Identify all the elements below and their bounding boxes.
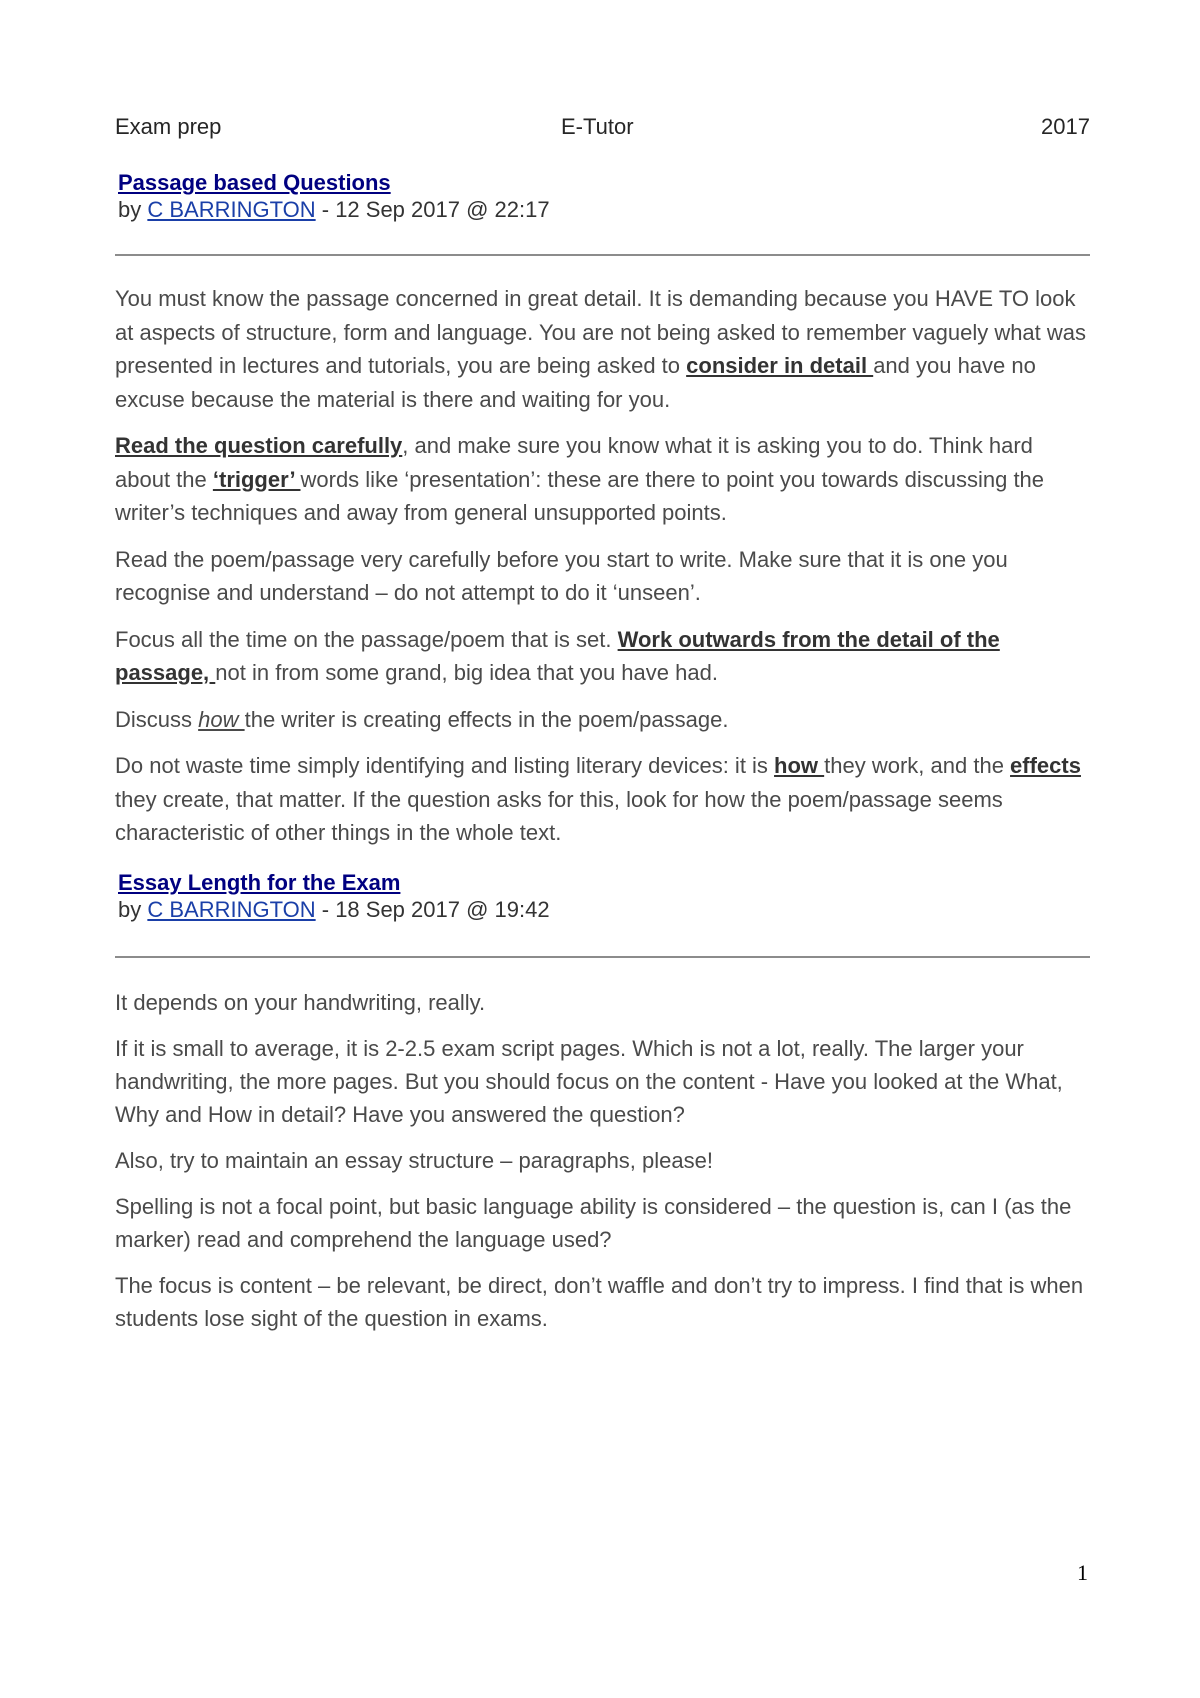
post-title-link[interactable]: Essay Length for the Exam [118, 870, 401, 895]
text-run: words like ‘presentation’: these are there to point you towards discussing the writer’s techniques and away from general unsupported points. [115, 466, 1045, 525]
text-run: , and make sure you know what it is asking you to do. Think hard about the [115, 433, 1033, 492]
text-run: Do not waste time simply identifying and listing literary devices: it is [115, 753, 775, 778]
document-page [115, 0, 1090, 1698]
header-center: E-Tutor [561, 114, 634, 139]
text-run: You must know the passage concerned in great detail. It is demanding because you HAVE TO look at aspects of structure, form and language. You are not being asked to remember vaguely what was presented in lectures and tutorials, you are being asked to [115, 286, 1087, 378]
paragraph [115, 623, 1090, 690]
paragraph: If it is small to average, it is 2-2.5 exam script pages. Which is not a lot, really. The larger your handwriting, the more pages. But you should focus on the content - Have you looked at the What, Why and How in detail? Have you answered the question? [115, 1036, 1063, 1127]
text-run: they create, that matter. If the question asks for this, look for how the poem/passage seems characteristic of other things in the whole text. [115, 786, 1003, 845]
post-body [115, 282, 1090, 863]
paragraph: Also, try to maintain an essay structure – paragraphs, please! [115, 1148, 713, 1173]
post-essay-length [115, 870, 1090, 1331]
paragraph: Spelling is not a focal point, but basic language ability is considered – the question is, can I (as the marker) read and comprehend the language used? [115, 1194, 1072, 1252]
page-number: 1 [1077, 1560, 1088, 1585]
paragraph: It depends on your handwriting, really. [115, 990, 486, 1015]
byline-by: by [118, 897, 148, 922]
paragraph [115, 282, 1090, 416]
text-run: Discuss [115, 706, 199, 732]
emphasis-text: Read the question carefully [115, 433, 403, 458]
emphasis-text: effects [1010, 753, 1081, 778]
post-passage-based-questions [115, 170, 1090, 845]
italic-emphasis-text: how [198, 706, 245, 732]
emphasis-text: Work outwards from the detail of the passage, [115, 626, 1000, 685]
paragraph [115, 749, 1090, 850]
divider [115, 254, 1090, 256]
text-run: and you have no excuse because the material is there and waiting for you. [115, 353, 1036, 412]
text-run: they work, and the [824, 753, 1011, 778]
post-byline [118, 896, 1090, 924]
text-run: Focus all the time on the passage/poem that is set. [115, 626, 618, 652]
text-run: the writer is creating effects in the poem/passage. [244, 706, 729, 732]
author-link[interactable]: C BARRINGTON [147, 897, 316, 922]
post-title-link[interactable]: Passage based Questions [118, 170, 391, 195]
emphasis-text: consider in detail [686, 353, 874, 378]
post-date: - 18 Sep 2017 @ 19:42 [315, 897, 550, 922]
text-run: not in from some grand, big idea that you have had. [215, 660, 718, 685]
paragraph [115, 703, 1090, 737]
post-byline [118, 196, 1090, 224]
paragraph [115, 429, 1090, 530]
byline-by: by [118, 197, 148, 222]
author-link[interactable]: C BARRINGTON [147, 197, 316, 222]
paragraph: Read the poem/passage very carefully before you start to write. Make sure that it is one you recognise and understand – do not attempt to do it ‘unseen’. [115, 546, 1008, 605]
emphasis-text: how [774, 753, 825, 778]
post-body [115, 986, 1090, 1348]
post-date: - 12 Sep 2017 @ 22:17 [315, 197, 550, 222]
header-right: 2017 [1041, 114, 1090, 139]
emphasis-text: ‘trigger’ [212, 466, 301, 492]
paragraph: The focus is content – be relevant, be direct, don’t waffle and don’t try to impress. I find that is when students lose sight of the question in exams. [115, 1273, 1084, 1331]
page-header [115, 114, 1090, 144]
divider [115, 956, 1090, 958]
header-left: Exam prep [115, 114, 222, 139]
